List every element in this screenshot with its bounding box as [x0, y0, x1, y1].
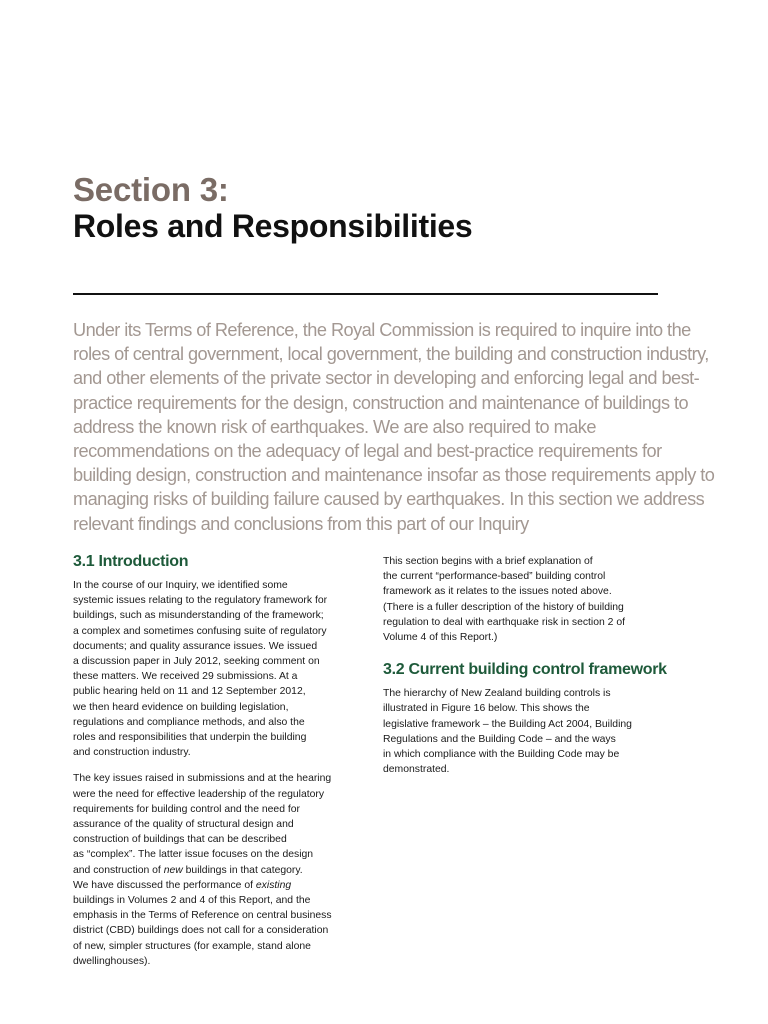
text-line: construction of buildings that can be described [73, 834, 287, 846]
intro-line: practice requirements for the design, construction and maintenance of buildings to [73, 392, 689, 413]
text-line: of new, simpler structures (for example, stand alone [73, 940, 311, 952]
text-line: demonstrated. [383, 764, 450, 776]
heading-building-control-framework: 3.2 Current building control framework [383, 661, 667, 679]
heading-introduction: 3.1 Introduction [73, 553, 189, 570]
text-line: (There is a fuller description of the history of building [383, 601, 624, 613]
text-line: systemic issues relating to the regulatory framework for [73, 595, 328, 607]
section-number: Section 3: [73, 171, 229, 208]
right-paragraph-2 [383, 686, 683, 777]
text-line: these matters. We received 29 submissions. At a [73, 671, 298, 683]
text-line: Regulations and the Building Code – and the ways [383, 733, 616, 745]
text-line: regulations and compliance methods, and also the [73, 716, 305, 728]
text-line: The hierarchy of New Zealand building controls is [383, 688, 611, 700]
text-line: regulation to deal with earthquake risk in section 2 of [383, 616, 626, 628]
intro-line: roles of central government, local government, the building and construction industry, [73, 344, 709, 365]
text-line: The key issues raised in submissions and at the hearing [73, 773, 332, 785]
text-line: and construction industry. [73, 747, 191, 759]
text-line: public hearing held on 11 and 12 September 2012, [73, 686, 306, 698]
text-line: we then heard evidence on building legislation, [73, 701, 289, 713]
text-line: requirements for building control and the need for [73, 803, 301, 815]
text-line: roles and responsibilities that underpin the building [73, 732, 307, 744]
right-paragraph-1 [383, 554, 683, 645]
text-line: Volume 4 of this Report.) [383, 632, 498, 644]
intro-line: managing risks of building failure caused by earthquakes. In this section we address [73, 489, 705, 510]
text-span: and construction of [73, 864, 164, 876]
text-span: buildings in that category. [182, 864, 303, 876]
text-line: the current “performance-based” building control [383, 571, 606, 583]
text-line: assurance of the quality of structural design and [73, 819, 294, 831]
introduction-paragraph-2 [73, 771, 363, 969]
text-span: We have discussed the performance of [73, 879, 256, 891]
text-line: legislative framework – the Building Act 2004, Building [383, 718, 632, 730]
text-line: illustrated in Figure 16 below. This shows the [383, 703, 590, 715]
introduction-paragraph-1 [73, 578, 363, 760]
emphasis-existing: existing [255, 879, 292, 891]
text-line: in which compliance with the Building Code may be [383, 749, 620, 761]
emphasis-new: new [163, 864, 183, 876]
text-line: district (CBD) buildings does not call for a consideration [73, 925, 329, 937]
intro-line: recommendations on the adequacy of legal and best-practice requirements for [73, 441, 662, 462]
text-line: documents; and quality assurance issues. We issued [73, 640, 318, 652]
right-column [383, 554, 683, 777]
text-line [73, 863, 363, 878]
text-line: In the course of our Inquiry, we identified some [73, 580, 288, 591]
section-title: Roles and Responsibilities [73, 208, 473, 244]
text-line: were the need for effective leadership of the regulatory [73, 788, 325, 800]
text-line [73, 878, 363, 893]
intro-line: and other elements of the private sector in developing and enforcing legal and best- [73, 368, 700, 389]
text-line: This section begins with a brief explanation of [383, 556, 593, 567]
text-line: dwellinghouses). [73, 955, 151, 967]
intro-line: building design, construction and maintenance insofar as those requirements apply to [73, 465, 715, 486]
intro-line: relevant findings and conclusions from this part of our Inquiry [73, 513, 529, 534]
text-line: buildings in Volumes 2 and 4 of this Report, and the [73, 895, 311, 907]
left-column [73, 552, 363, 969]
text-line: emphasis in the Terms of Reference on central business [73, 910, 332, 922]
text-line: a complex and sometimes confusing suite of regulatory [73, 625, 327, 637]
text-line: as “complex”. The latter issue focuses on the design [73, 849, 314, 861]
text-line: buildings, such as misunderstanding of the framework; [73, 610, 324, 622]
intro-paragraph [73, 318, 715, 536]
intro-line: Under its Terms of Reference, the Royal Commission is required to inquire into the [73, 320, 691, 340]
intro-line: address the known risk of earthquakes. We are also required to make [73, 416, 596, 437]
text-line: framework as it relates to the issues noted above. [383, 586, 612, 598]
text-line: a discussion paper in July 2012, seeking comment on [73, 656, 320, 668]
title-divider [73, 293, 658, 295]
